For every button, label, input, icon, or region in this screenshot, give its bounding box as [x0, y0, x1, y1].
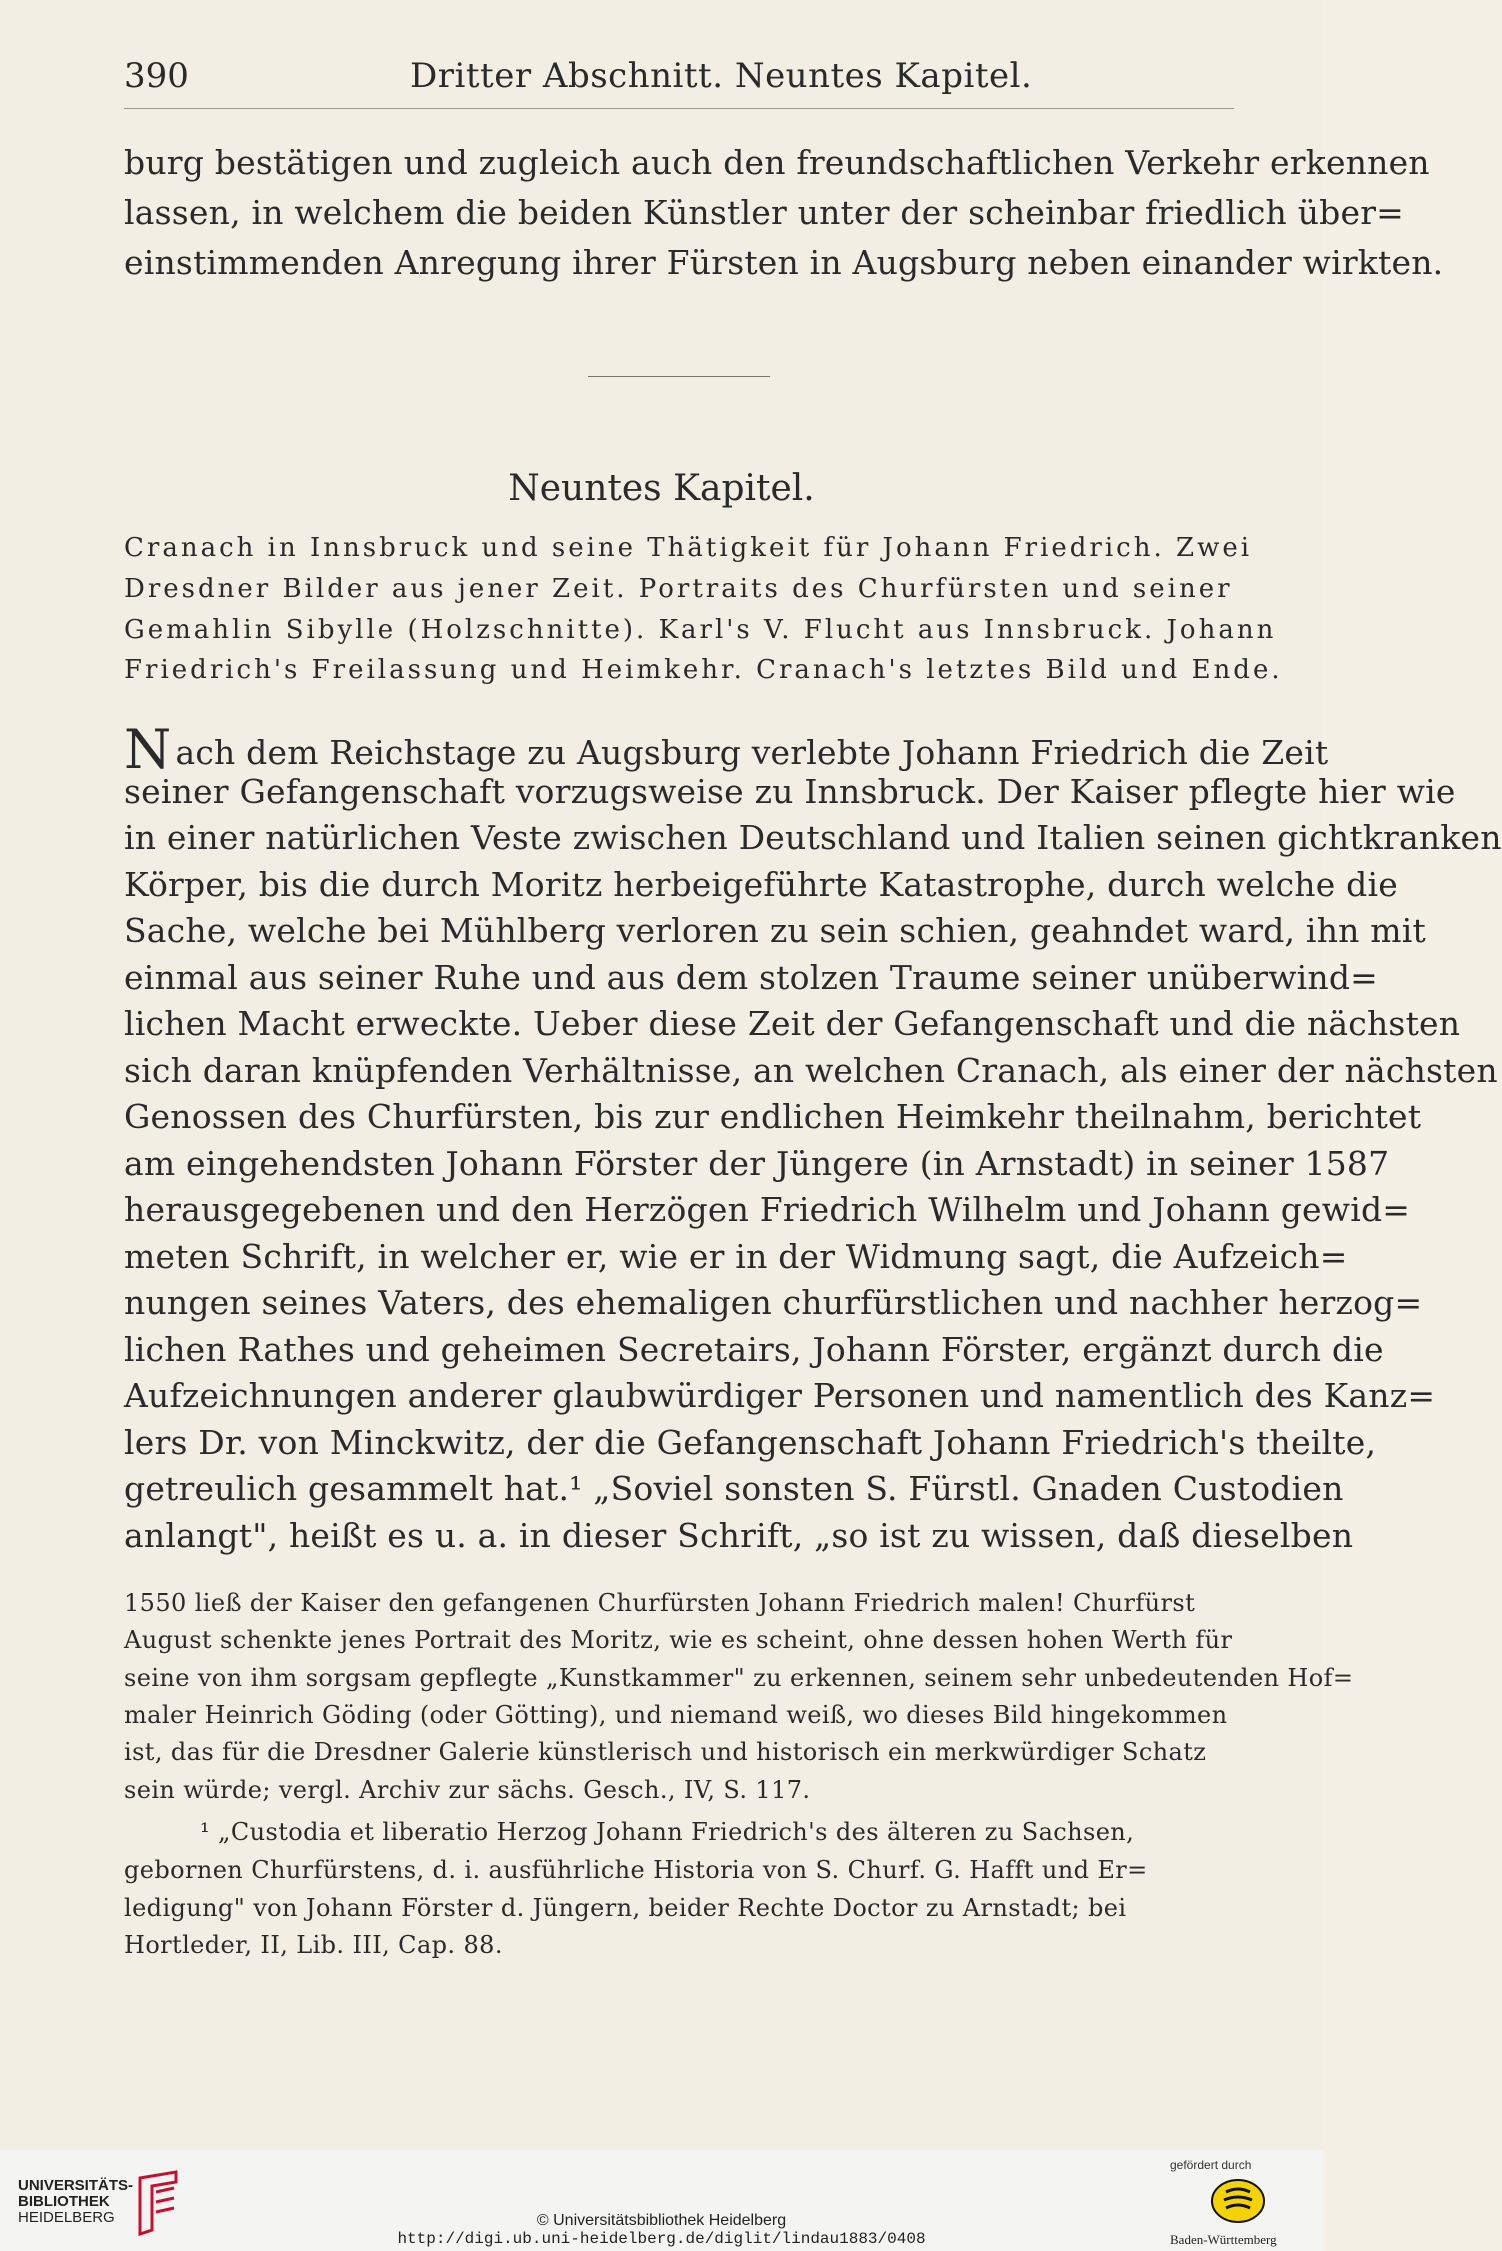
footnote-line: maler Heinrich Göding (oder Götting), und niemand weiß, wo dieses Bild hingekommen — [124, 1701, 1228, 1729]
footnote-1-line: ledigung" von Johann Förster d. Jüngern, beider Rechte Doctor zu Arnstadt; bei — [124, 1894, 1127, 1922]
funded-by-label: gefördert durch — [1170, 2158, 1252, 2172]
footnote-line: sein würde; vergl. Archiv zur sächs. Gesch., IV, S. 117. — [124, 1776, 811, 1804]
main-text-line: einmal aus seiner Ruhe und aus dem stolzen Traume seiner unüberwind= — [124, 958, 1379, 997]
main-text-line: meten Schrift, in welcher er, wie er in der Widmung sagt, die Aufzeich= — [124, 1237, 1348, 1276]
footnote-line: seine von ihm sorgsam gepflegte „Kunstkammer" zu erkennen, seinem sehr unbedeutenden Hof= — [124, 1664, 1354, 1692]
coat-of-arms-icon — [1210, 2178, 1266, 2229]
main-text-line: lichen Rathes und geheimen Secretairs, Johann Förster, ergänzt durch die — [124, 1330, 1384, 1369]
main-text-line: nungen seines Vaters, des ehemaligen churfürstlichen und nachher herzog= — [124, 1283, 1423, 1322]
main-text-line: lers Dr. von Minckwitz, der die Gefangenschaft Johann Friedrich's theilte, — [124, 1423, 1377, 1462]
footnote-line: 1550 ließ der Kaiser den gefangenen Churfürsten Johann Friedrich malen! Churfürst — [124, 1589, 1196, 1617]
running-title: Dritter Abschnitt. Neuntes Kapitel. — [410, 56, 1033, 96]
main-text-line: herausgegebenen und den Herzögen Friedrich Wilhelm und Johann gewid= — [124, 1190, 1411, 1229]
opening-line: burg bestätigen und zugleich auch den freundschaftlichen Verkehr erkennen — [124, 143, 1430, 182]
chapter-summary-line: Gemahlin Sibylle (Holzschnitte). Karl's V. Flucht aus Innsbruck. Johann — [124, 615, 1277, 645]
footnote-1-line: ¹ „Custodia et liberatio Herzog Johann Friedrich's des älteren zu Sachsen, — [200, 1818, 1135, 1846]
main-text-line: seiner Gefangenschaft vorzugsweise zu Innsbruck. Der Kaiser pflegte hier wie — [124, 772, 1456, 811]
main-text-line: Sache, welche bei Mühlberg verloren zu sein schien, geahndet ward, ihn mit — [124, 911, 1426, 950]
footnote-line: August schenkte jenes Portrait des Moritz, wie es scheint, ohne dessen hohen Werth für — [124, 1626, 1233, 1654]
permalink[interactable]: http://digi.ub.uni-heidelberg.de/diglit/lindau1883/0408 — [397, 2230, 926, 2248]
library-name[interactable]: UNIVERSITÄTS- BIBLIOTHEK HEIDELBERG — [18, 2177, 134, 2226]
header-rule — [124, 108, 1234, 109]
copyright-text: © Universitätsbibliothek Heidelberg — [536, 2212, 787, 2229]
chapter-summary-line: Cranach in Innsbruck und seine Thätigkeit für Johann Friedrich. Zwei — [124, 533, 1253, 563]
main-text-line: in einer natürlichen Veste zwischen Deutschland und Italien seinen gichtkranken — [124, 818, 1502, 857]
main-text-line: Genossen des Churfürsten, bis zur endlichen Heimkehr theilnahm, berichtet — [124, 1097, 1422, 1136]
chapter-title: Neuntes Kapitel. — [508, 468, 815, 509]
main-text-line: anlangt", heißt es u. a. in dieser Schrift, „so ist zu wissen, daß dieselben — [124, 1516, 1354, 1555]
viewer-footer — [0, 2150, 1323, 2251]
main-text-line: Aufzeichnungen anderer glaubwürdiger Personen und namentlich des Kanz= — [124, 1376, 1436, 1415]
section-divider — [588, 376, 770, 377]
footnote-1-line: Hortleder, II, Lib. III, Cap. 88. — [124, 1931, 503, 1959]
footnote-line: ist, das für die Dresdner Galerie künstlerisch und historisch ein merkwürdiger Schatz — [124, 1738, 1207, 1766]
first-line-text: ach dem Reichstage zu Augsburg verlebte Johann Friedrich die Zeit — [175, 733, 1329, 772]
page-number: 390 — [124, 56, 189, 96]
drop-cap: N — [124, 718, 172, 781]
main-text-line: lichen Macht erweckte. Ueber diese Zeit der Gefangenschaft und die nächsten — [124, 1004, 1461, 1043]
chapter-summary-line: Dresdner Bilder aus jener Zeit. Portraits des Churfürsten und seiner — [124, 574, 1233, 604]
opening-line: lassen, in welchem die beiden Künstler unter der scheinbar friedlich über= — [124, 193, 1405, 232]
main-text-line: getreulich gesammelt hat.¹ „Soviel sonsten S. Fürstl. Gnaden Custodien — [124, 1469, 1344, 1508]
footnote-1-line: gebornen Churfürstens, d. i. ausführliche Historia von S. Churf. G. Hafft und Er= — [124, 1856, 1148, 1884]
opening-line: einstimmenden Anregung ihrer Fürsten in Augsburg neben einander wirkten. — [124, 243, 1444, 282]
main-text-line: am eingehendsten Johann Förster der Jüngere (in Arnstadt) in seiner 1587 — [124, 1144, 1390, 1183]
main-text-first-line — [124, 718, 1329, 781]
chapter-summary-line: Friedrich's Freilassung und Heimkehr. Cranach's letztes Bild und Ende. — [124, 655, 1283, 685]
main-text-line: sich daran knüpfenden Verhältnisse, an welchen Cranach, als einer der nächsten — [124, 1051, 1498, 1090]
main-text-line: Körper, bis die durch Moritz herbeigeführte Katastrophe, durch welche die — [124, 865, 1398, 904]
funder-name: Baden-Württemberg — [1170, 2232, 1277, 2247]
